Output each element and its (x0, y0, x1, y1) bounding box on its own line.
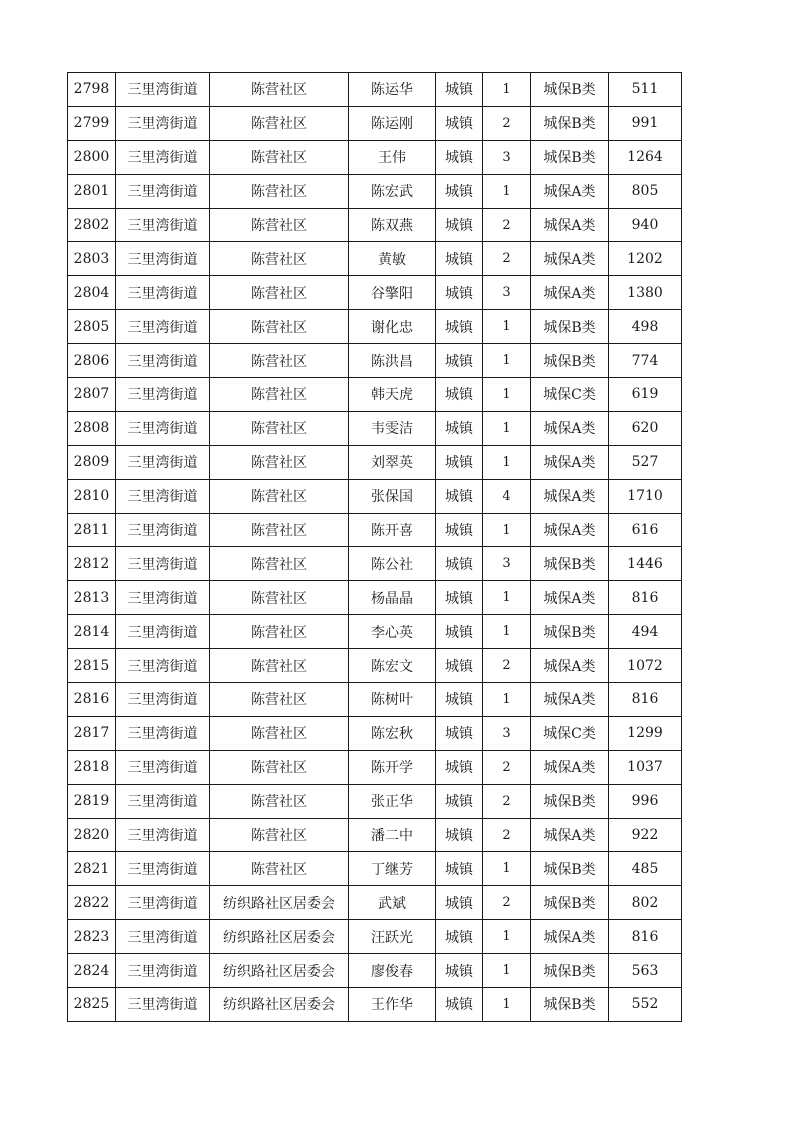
community-cell: 陈营社区 (210, 649, 349, 683)
street-cell: 三里湾街道 (116, 378, 210, 412)
community-cell: 陈营社区 (210, 852, 349, 886)
household-count-cell: 1 (483, 852, 531, 886)
amount-cell: 485 (609, 852, 682, 886)
seq-cell: 2820 (68, 818, 116, 852)
name-cell: 黄敏 (349, 242, 436, 276)
street-cell: 三里湾街道 (116, 547, 210, 581)
seq-cell: 2819 (68, 784, 116, 818)
seq-cell: 2807 (68, 378, 116, 412)
household-count-cell: 3 (483, 547, 531, 581)
name-cell: 陈洪昌 (349, 344, 436, 378)
category-cell: 城保B类 (531, 140, 609, 174)
seq-cell: 2800 (68, 140, 116, 174)
amount-cell: 1446 (609, 547, 682, 581)
community-cell: 陈营社区 (210, 750, 349, 784)
street-cell: 三里湾街道 (116, 344, 210, 378)
community-cell: 陈营社区 (210, 276, 349, 310)
seq-cell: 2809 (68, 445, 116, 479)
table-row (68, 276, 682, 310)
table-row (68, 208, 682, 242)
seq-cell: 2805 (68, 310, 116, 344)
table-row (68, 310, 682, 344)
street-cell: 三里湾街道 (116, 174, 210, 208)
community-cell: 陈营社区 (210, 784, 349, 818)
table-row (68, 513, 682, 547)
seq-cell: 2811 (68, 513, 116, 547)
street-cell: 三里湾街道 (116, 479, 210, 513)
category-cell: 城保A类 (531, 818, 609, 852)
household-count-cell: 1 (483, 445, 531, 479)
street-cell: 三里湾街道 (116, 411, 210, 445)
category-cell: 城保A类 (531, 411, 609, 445)
name-cell: 陈公社 (349, 547, 436, 581)
name-cell: 陈运华 (349, 73, 436, 107)
street-cell: 三里湾街道 (116, 242, 210, 276)
household-count-cell: 1 (483, 920, 531, 954)
street-cell: 三里湾街道 (116, 649, 210, 683)
community-cell: 陈营社区 (210, 73, 349, 107)
community-cell: 陈营社区 (210, 310, 349, 344)
seq-cell: 2814 (68, 615, 116, 649)
community-cell: 纺织路社区居委会 (210, 886, 349, 920)
seq-cell: 2804 (68, 276, 116, 310)
household-count-cell: 1 (483, 344, 531, 378)
seq-cell: 2825 (68, 988, 116, 1022)
table-row (68, 886, 682, 920)
household-count-cell: 2 (483, 649, 531, 683)
name-cell: 陈双燕 (349, 208, 436, 242)
community-cell: 陈营社区 (210, 378, 349, 412)
amount-cell: 563 (609, 954, 682, 988)
amount-cell: 1037 (609, 750, 682, 784)
area-type-cell: 城镇 (436, 378, 483, 412)
area-type-cell: 城镇 (436, 649, 483, 683)
category-cell: 城保B类 (531, 547, 609, 581)
community-cell: 陈营社区 (210, 242, 349, 276)
household-count-cell: 3 (483, 716, 531, 750)
area-type-cell: 城镇 (436, 344, 483, 378)
street-cell: 三里湾街道 (116, 954, 210, 988)
community-cell: 陈营社区 (210, 208, 349, 242)
area-type-cell: 城镇 (436, 818, 483, 852)
seq-cell: 2817 (68, 716, 116, 750)
name-cell: 张保国 (349, 479, 436, 513)
table-row (68, 73, 682, 107)
name-cell: 刘翠英 (349, 445, 436, 479)
area-type-cell: 城镇 (436, 886, 483, 920)
category-cell: 城保A类 (531, 445, 609, 479)
amount-cell: 494 (609, 615, 682, 649)
area-type-cell: 城镇 (436, 547, 483, 581)
name-cell: 武斌 (349, 886, 436, 920)
table-row (68, 106, 682, 140)
household-count-cell: 1 (483, 378, 531, 412)
area-type-cell: 城镇 (436, 208, 483, 242)
name-cell: 陈宏武 (349, 174, 436, 208)
name-cell: 陈宏秋 (349, 716, 436, 750)
table-row (68, 581, 682, 615)
category-cell: 城保A类 (531, 242, 609, 276)
amount-cell: 620 (609, 411, 682, 445)
street-cell: 三里湾街道 (116, 784, 210, 818)
area-type-cell: 城镇 (436, 445, 483, 479)
community-cell: 陈营社区 (210, 140, 349, 174)
amount-cell: 996 (609, 784, 682, 818)
category-cell: 城保C类 (531, 716, 609, 750)
amount-cell: 1202 (609, 242, 682, 276)
street-cell: 三里湾街道 (116, 818, 210, 852)
seq-cell: 2799 (68, 106, 116, 140)
name-cell: 汪跃光 (349, 920, 436, 954)
amount-cell: 527 (609, 445, 682, 479)
name-cell: 杨晶晶 (349, 581, 436, 615)
seq-cell: 2798 (68, 73, 116, 107)
category-cell: 城保A类 (531, 683, 609, 717)
name-cell: 陈开喜 (349, 513, 436, 547)
category-cell: 城保B类 (531, 988, 609, 1022)
street-cell: 三里湾街道 (116, 73, 210, 107)
seq-cell: 2816 (68, 683, 116, 717)
seq-cell: 2822 (68, 886, 116, 920)
community-cell: 陈营社区 (210, 411, 349, 445)
table-row (68, 818, 682, 852)
area-type-cell: 城镇 (436, 242, 483, 276)
name-cell: 谷擎阳 (349, 276, 436, 310)
household-count-cell: 2 (483, 208, 531, 242)
amount-cell: 1264 (609, 140, 682, 174)
category-cell: 城保A类 (531, 479, 609, 513)
name-cell: 陈宏文 (349, 649, 436, 683)
household-count-cell: 1 (483, 954, 531, 988)
name-cell: 张正华 (349, 784, 436, 818)
name-cell: 陈树叶 (349, 683, 436, 717)
name-cell: 潘二中 (349, 818, 436, 852)
street-cell: 三里湾街道 (116, 886, 210, 920)
street-cell: 三里湾街道 (116, 513, 210, 547)
table-body (68, 73, 682, 1022)
seq-cell: 2808 (68, 411, 116, 445)
category-cell: 城保A类 (531, 513, 609, 547)
category-cell: 城保B类 (531, 954, 609, 988)
name-cell: 陈运刚 (349, 106, 436, 140)
street-cell: 三里湾街道 (116, 988, 210, 1022)
amount-cell: 774 (609, 344, 682, 378)
table-row (68, 479, 682, 513)
amount-cell: 511 (609, 73, 682, 107)
area-type-cell: 城镇 (436, 615, 483, 649)
street-cell: 三里湾街道 (116, 920, 210, 954)
seq-cell: 2813 (68, 581, 116, 615)
amount-cell: 802 (609, 886, 682, 920)
table-row (68, 140, 682, 174)
category-cell: 城保B类 (531, 106, 609, 140)
seq-cell: 2823 (68, 920, 116, 954)
table-row (68, 615, 682, 649)
area-type-cell: 城镇 (436, 140, 483, 174)
household-count-cell: 2 (483, 106, 531, 140)
area-type-cell: 城镇 (436, 513, 483, 547)
household-count-cell: 1 (483, 174, 531, 208)
household-count-cell: 4 (483, 479, 531, 513)
household-count-cell: 2 (483, 818, 531, 852)
name-cell: 韦雯洁 (349, 411, 436, 445)
household-count-cell: 2 (483, 886, 531, 920)
area-type-cell: 城镇 (436, 852, 483, 886)
category-cell: 城保A类 (531, 208, 609, 242)
area-type-cell: 城镇 (436, 106, 483, 140)
amount-cell: 816 (609, 920, 682, 954)
seq-cell: 2802 (68, 208, 116, 242)
community-cell: 陈营社区 (210, 344, 349, 378)
household-count-cell: 2 (483, 242, 531, 276)
category-cell: 城保B类 (531, 344, 609, 378)
area-type-cell: 城镇 (436, 174, 483, 208)
name-cell: 谢化忠 (349, 310, 436, 344)
community-cell: 陈营社区 (210, 581, 349, 615)
seq-cell: 2806 (68, 344, 116, 378)
household-count-cell: 1 (483, 513, 531, 547)
category-cell: 城保A类 (531, 750, 609, 784)
community-cell: 纺织路社区居委会 (210, 920, 349, 954)
category-cell: 城保A类 (531, 581, 609, 615)
area-type-cell: 城镇 (436, 310, 483, 344)
community-cell: 陈营社区 (210, 818, 349, 852)
amount-cell: 498 (609, 310, 682, 344)
seq-cell: 2810 (68, 479, 116, 513)
category-cell: 城保B类 (531, 615, 609, 649)
name-cell: 李心英 (349, 615, 436, 649)
amount-cell: 1710 (609, 479, 682, 513)
category-cell: 城保A类 (531, 649, 609, 683)
seq-cell: 2803 (68, 242, 116, 276)
table-row (68, 920, 682, 954)
area-type-cell: 城镇 (436, 683, 483, 717)
household-count-cell: 1 (483, 581, 531, 615)
table-row (68, 988, 682, 1022)
table-row (68, 683, 682, 717)
data-table (67, 72, 682, 1022)
category-cell: 城保B类 (531, 852, 609, 886)
street-cell: 三里湾街道 (116, 683, 210, 717)
name-cell: 韩天虎 (349, 378, 436, 412)
seq-cell: 2801 (68, 174, 116, 208)
household-count-cell: 1 (483, 310, 531, 344)
category-cell: 城保B类 (531, 310, 609, 344)
amount-cell: 816 (609, 581, 682, 615)
table-row (68, 750, 682, 784)
table-row (68, 411, 682, 445)
street-cell: 三里湾街道 (116, 581, 210, 615)
street-cell: 三里湾街道 (116, 106, 210, 140)
amount-cell: 816 (609, 683, 682, 717)
amount-cell: 922 (609, 818, 682, 852)
category-cell: 城保A类 (531, 174, 609, 208)
community-cell: 纺织路社区居委会 (210, 988, 349, 1022)
category-cell: 城保B类 (531, 73, 609, 107)
category-cell: 城保A类 (531, 276, 609, 310)
street-cell: 三里湾街道 (116, 615, 210, 649)
household-count-cell: 3 (483, 140, 531, 174)
category-cell: 城保B类 (531, 886, 609, 920)
household-count-cell: 1 (483, 683, 531, 717)
household-count-cell: 1 (483, 73, 531, 107)
name-cell: 丁继芳 (349, 852, 436, 886)
community-cell: 陈营社区 (210, 445, 349, 479)
table-row (68, 784, 682, 818)
seq-cell: 2815 (68, 649, 116, 683)
community-cell: 陈营社区 (210, 716, 349, 750)
street-cell: 三里湾街道 (116, 276, 210, 310)
name-cell: 廖俊春 (349, 954, 436, 988)
street-cell: 三里湾街道 (116, 140, 210, 174)
area-type-cell: 城镇 (436, 411, 483, 445)
area-type-cell: 城镇 (436, 73, 483, 107)
community-cell: 陈营社区 (210, 547, 349, 581)
name-cell: 王作华 (349, 988, 436, 1022)
household-count-cell: 3 (483, 276, 531, 310)
area-type-cell: 城镇 (436, 784, 483, 818)
amount-cell: 1072 (609, 649, 682, 683)
category-cell: 城保A类 (531, 920, 609, 954)
community-cell: 陈营社区 (210, 615, 349, 649)
category-cell: 城保C类 (531, 378, 609, 412)
amount-cell: 991 (609, 106, 682, 140)
community-cell: 纺织路社区居委会 (210, 954, 349, 988)
street-cell: 三里湾街道 (116, 852, 210, 886)
household-count-cell: 2 (483, 784, 531, 818)
amount-cell: 1299 (609, 716, 682, 750)
area-type-cell: 城镇 (436, 750, 483, 784)
community-cell: 陈营社区 (210, 513, 349, 547)
amount-cell: 552 (609, 988, 682, 1022)
table-row (68, 242, 682, 276)
table-row (68, 547, 682, 581)
street-cell: 三里湾街道 (116, 445, 210, 479)
area-type-cell: 城镇 (436, 988, 483, 1022)
table-row (68, 344, 682, 378)
name-cell: 王伟 (349, 140, 436, 174)
seq-cell: 2821 (68, 852, 116, 886)
category-cell: 城保B类 (531, 784, 609, 818)
table-row (68, 174, 682, 208)
household-count-cell: 1 (483, 615, 531, 649)
community-cell: 陈营社区 (210, 683, 349, 717)
street-cell: 三里湾街道 (116, 716, 210, 750)
amount-cell: 619 (609, 378, 682, 412)
community-cell: 陈营社区 (210, 174, 349, 208)
area-type-cell: 城镇 (436, 954, 483, 988)
seq-cell: 2818 (68, 750, 116, 784)
amount-cell: 616 (609, 513, 682, 547)
amount-cell: 1380 (609, 276, 682, 310)
area-type-cell: 城镇 (436, 716, 483, 750)
amount-cell: 805 (609, 174, 682, 208)
area-type-cell: 城镇 (436, 479, 483, 513)
area-type-cell: 城镇 (436, 276, 483, 310)
street-cell: 三里湾街道 (116, 208, 210, 242)
community-cell: 陈营社区 (210, 479, 349, 513)
street-cell: 三里湾街道 (116, 310, 210, 344)
name-cell: 陈开学 (349, 750, 436, 784)
table-row (68, 852, 682, 886)
household-count-cell: 2 (483, 750, 531, 784)
seq-cell: 2824 (68, 954, 116, 988)
household-count-cell: 1 (483, 411, 531, 445)
household-count-cell: 1 (483, 988, 531, 1022)
community-cell: 陈营社区 (210, 106, 349, 140)
amount-cell: 940 (609, 208, 682, 242)
table-row (68, 378, 682, 412)
area-type-cell: 城镇 (436, 581, 483, 615)
table-row (68, 716, 682, 750)
table-row (68, 445, 682, 479)
seq-cell: 2812 (68, 547, 116, 581)
table-row (68, 649, 682, 683)
area-type-cell: 城镇 (436, 920, 483, 954)
street-cell: 三里湾街道 (116, 750, 210, 784)
table-row (68, 954, 682, 988)
